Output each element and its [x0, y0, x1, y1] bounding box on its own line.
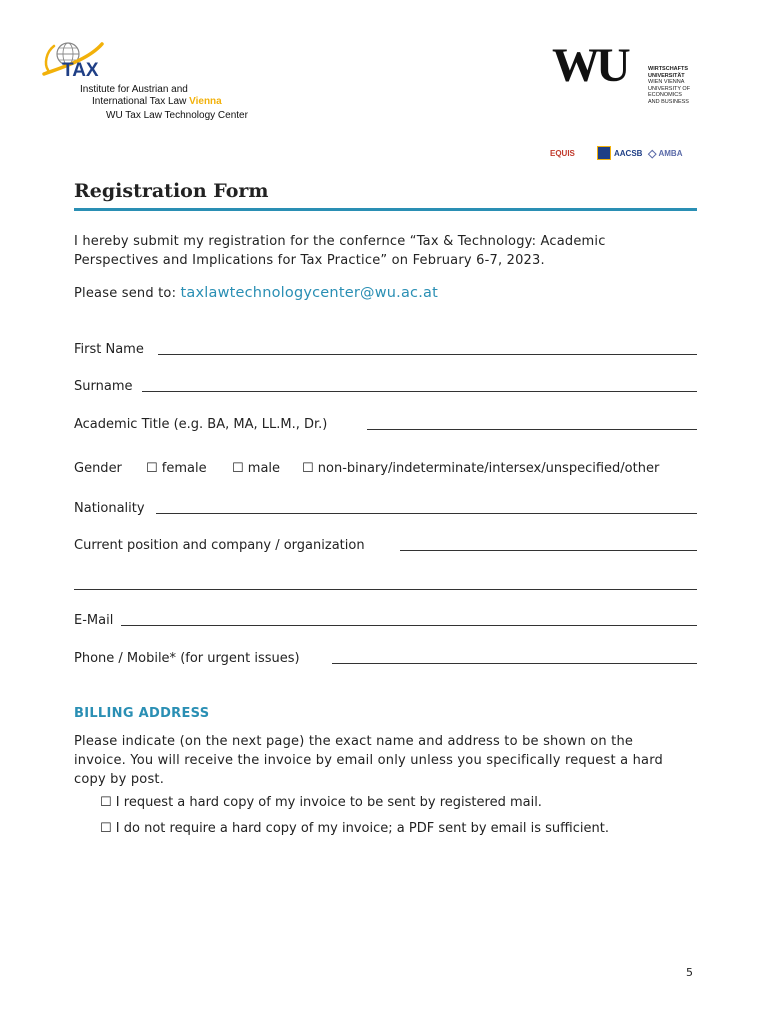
institute-center-name: WU Tax Law Technology Center [106, 110, 248, 121]
checkbox-icon[interactable]: ☐ [302, 461, 314, 476]
amba-logo: ◇ AMBA [648, 147, 683, 160]
hard-copy-option[interactable]: ☐ I request a hard copy of my invoice to be sent by registered mail. [100, 795, 542, 810]
nationality-label: Nationality [74, 501, 145, 516]
tax-institute-logo [40, 38, 260, 126]
position-field[interactable] [400, 550, 697, 551]
academic-title-field[interactable] [367, 429, 697, 430]
checkbox-icon[interactable]: ☐ [146, 461, 158, 476]
gender-label: Gender [74, 461, 122, 476]
gender-option-male[interactable]: ☐ male [232, 461, 281, 476]
phone-label: Phone / Mobile* (for urgent issues) [74, 651, 300, 666]
phone-field[interactable] [332, 663, 697, 664]
send-to-line: Please send to: taxlawtechnologycenter@wu.ac.at [74, 285, 438, 301]
position-field-continued[interactable] [74, 589, 697, 590]
title-divider [74, 208, 697, 211]
diamond-icon: ◇ [648, 147, 657, 160]
page-number: 5 [686, 966, 693, 979]
institute-name-line1: Institute for Austrian and [80, 84, 188, 95]
institute-name-line2: International Tax Law Vienna [92, 96, 222, 107]
first-name-field[interactable] [158, 354, 697, 355]
aacsb-logo: AACSB [597, 143, 642, 163]
checkbox-icon[interactable]: ☐ [232, 461, 244, 476]
institute-city: Vienna [189, 96, 222, 107]
contact-email-link[interactable]: taxlawtechnologycenter@wu.ac.at [180, 285, 438, 301]
first-name-label: First Name [74, 342, 144, 357]
wu-logo-mark: WU [552, 39, 627, 92]
billing-instructions: Please indicate (on the next page) the exact name and address to be shown on the invoice. You will receive the invoice by email only unless you specifically request a hard copy by post. [74, 734, 663, 787]
pdf-only-option[interactable]: ☐ I do not require a hard copy of my invoice; a PDF sent by email is sufficient. [100, 821, 609, 836]
billing-address-heading: BILLING ADDRESS [74, 706, 210, 721]
equis-logo: EQUIS [550, 148, 575, 158]
position-label: Current position and company / organization [74, 538, 365, 553]
wu-logo-text: WIRTSCHAFTS UNIVERSITÄT WIEN VIENNA UNIVERSITY OF ECONOMICS AND BUSINESS [648, 66, 691, 105]
intro-paragraph: I hereby submit my registration for the confernce “Tax & Technology: Academic Perspectives and Implications for Tax Practice” on February 6-7, 2023. [74, 234, 606, 268]
nationality-field[interactable] [156, 513, 697, 514]
academic-title-label: Academic Title (e.g. BA, MA, LL.M., Dr.) [74, 417, 328, 432]
email-field[interactable] [121, 625, 697, 626]
gender-option-other[interactable]: ☐ non-binary/indeterminate/intersex/unspecified/other [302, 461, 660, 476]
checkbox-icon[interactable]: ☐ [100, 795, 112, 810]
aacsb-square-icon [597, 146, 611, 160]
surname-label: Surname [74, 379, 133, 394]
surname-field[interactable] [142, 391, 697, 392]
email-label: E-Mail [74, 613, 114, 628]
tax-logo-word: TAX [62, 60, 99, 81]
checkbox-icon[interactable]: ☐ [100, 821, 112, 836]
gender-option-female[interactable]: ☐ female [146, 461, 207, 476]
form-title: Registration Form [74, 180, 269, 202]
